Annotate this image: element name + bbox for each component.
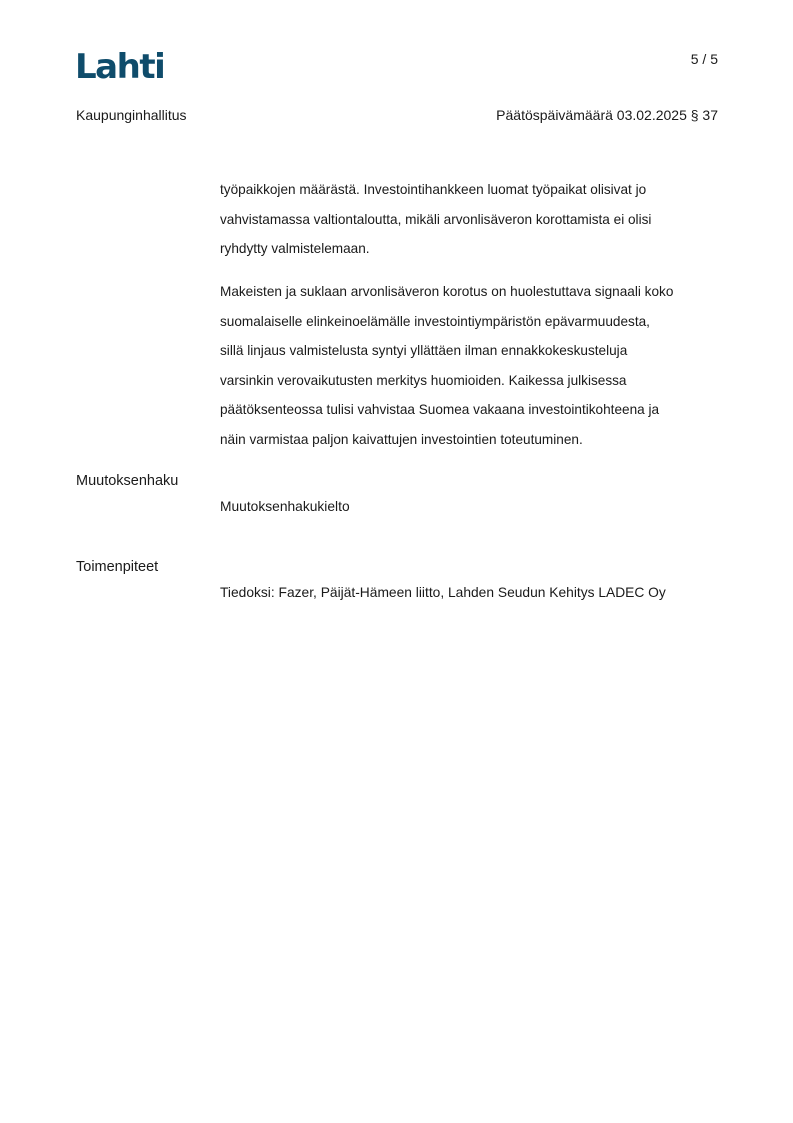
- paragraph-line: päätöksenteossa tulisi vahvistaa Suomea vakaana investointikohteena ja: [220, 402, 660, 417]
- paragraph-line: ryhdytty valmistelemaan.: [220, 241, 370, 256]
- paragraph-2: [220, 277, 720, 454]
- department-name: Kaupunginhallitus: [76, 107, 187, 123]
- paragraph-line: työpaikkojen määrästä. Investointihankkeen luomat työpaikat olisivat jo: [220, 182, 647, 197]
- actions-heading: Toimenpiteet: [76, 559, 159, 575]
- paragraph-line: vahvistamassa valtiontaloutta, mikäli arvonlisäveron korottamista ei olisi: [220, 211, 652, 227]
- appeal-value: Muutoksenhakukielto: [220, 499, 350, 514]
- paragraph-1: [220, 175, 720, 264]
- appeal-heading: Muutoksenhaku: [76, 473, 179, 489]
- paragraph-line: varsinkin verovaikutusten merkitys huomioiden. Kaikessa julkisessa: [220, 372, 627, 388]
- paragraph-line: sillä linjaus valmistelusta syntyi yllättäen ilman ennakkokeskusteluja: [220, 343, 628, 358]
- actions-value: Tiedoksi: Fazer, Päijät-Hämeen liitto, Lahden Seudun Kehitys LADEC Oy: [220, 585, 666, 600]
- paragraph-line: näin varmistaa paljon kaivattujen investointien toteutuminen.: [220, 431, 583, 447]
- decision-date: Päätöspäivämäärä 03.02.2025 § 37: [496, 107, 718, 123]
- svg-text:Lahti: Lahti: [75, 47, 165, 82]
- paragraph-line: suomalaiselle elinkeinoelämälle investointiympäristön epävarmuudesta,: [220, 313, 650, 329]
- lahti-logo-mark: [75, 46, 167, 82]
- paragraph-line: Makeisten ja suklaan arvonlisäveron korotus on huolestuttava signaali koko: [220, 284, 674, 299]
- page-number: 5 / 5: [690, 51, 718, 67]
- lahti-logo: [75, 46, 167, 82]
